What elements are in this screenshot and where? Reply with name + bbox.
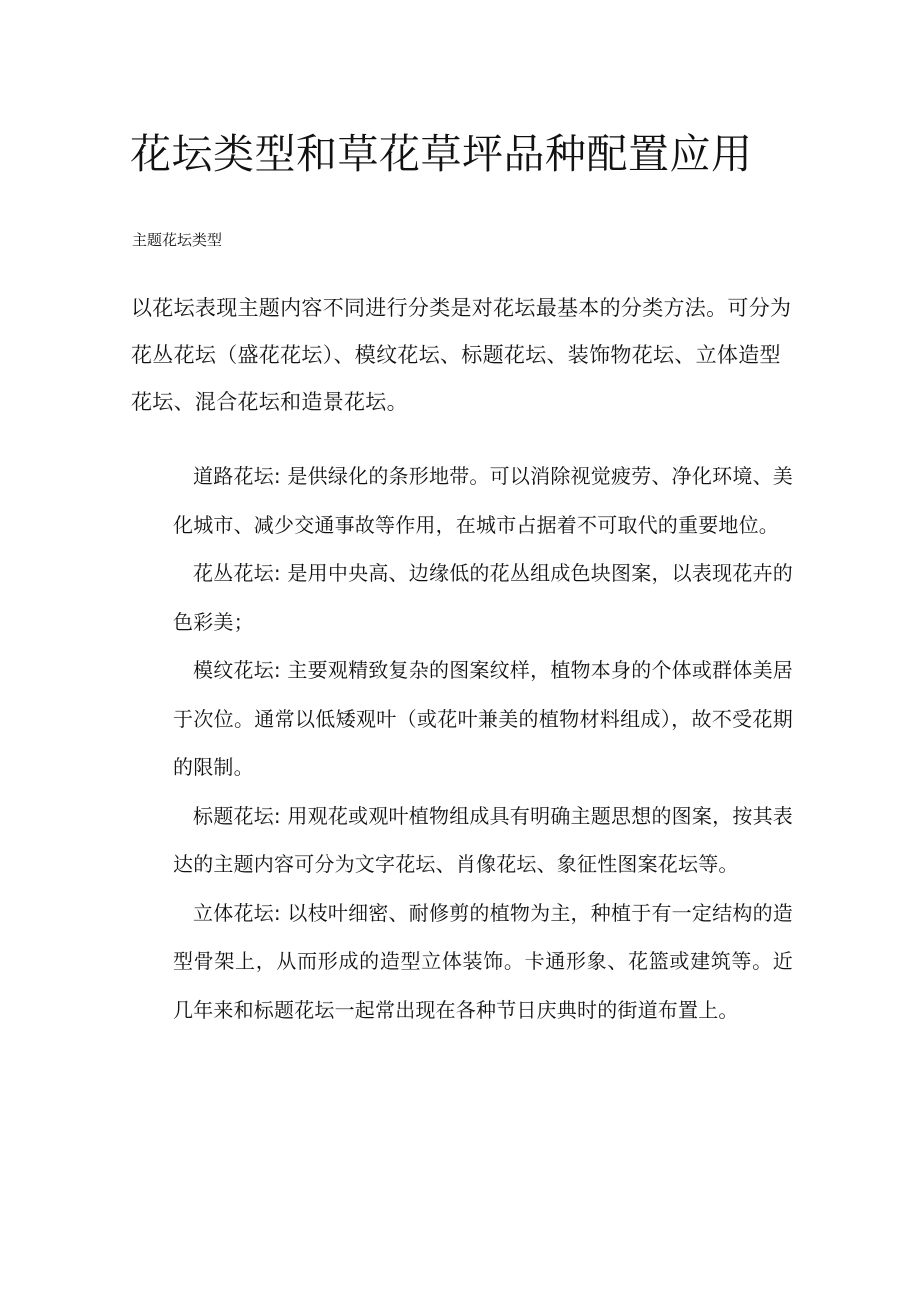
intro-paragraph: 以花坛表现主题内容不同进行分类是对花坛最基本的分类方法。可分为花丛花坛（盛花花坛）、模纹花坛、标题花坛、装饰物花坛、立体造型花坛、混合花坛和造景花坛。 [131, 296, 792, 414]
entry-road-flowerbed: 道路花坛: 是供绿化的条形地带。可以消除视觉疲劳、净化环境、美化城市、减少交通事故等作用，在城市占据着不可取代的重要地位。 [173, 464, 793, 537]
section-subtitle: 主题花坛类型 [132, 231, 223, 249]
document-title: 花坛类型和草花草坪品种配置应用 [130, 130, 753, 178]
flowerbed-type-list [173, 452, 793, 1034]
entry-pattern-bed: 模纹花坛: 主要观精致复杂的图案纹样，植物本身的个体或群体美居于次位。通常以低矮观叶（或花叶兼美的植物材料组成），故不受花期的限制。 [173, 658, 793, 779]
entry-3d-bed: 立体花坛: 以枝叶细密、耐修剪的植物为主，种植于有一定结构的造型骨架上，从而形成的造型立体装饰。卡通形象、花篮或建筑等。近几年来和标题花坛一起常出现在各种节日庆典时的街道布置上。 [173, 900, 793, 1022]
entry-flower-cluster-bed: 花丛花坛: 是用中央高、边缘低的花丛组成色块图案，以表现花卉的色彩美； [173, 561, 793, 634]
entry-title-bed: 标题花坛: 用观花或观叶植物组成具有明确主题思想的图案，按其表达的主题内容可分为文字花坛、肖像花坛、象征性图案花坛等。 [173, 803, 793, 876]
